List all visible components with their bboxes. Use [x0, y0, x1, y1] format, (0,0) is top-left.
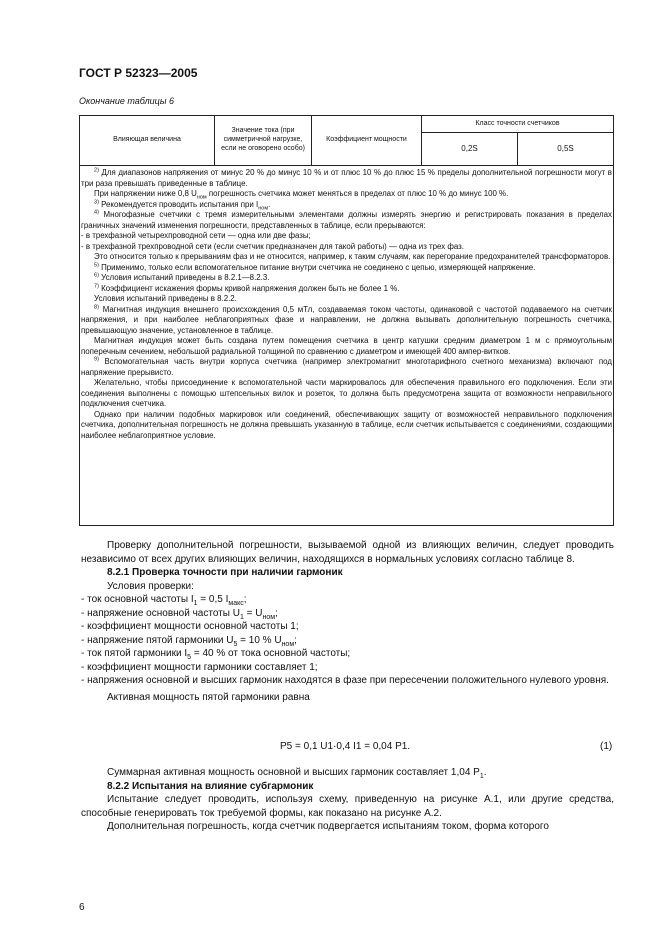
col-current-value: Значение тока (при симметричной нагрузке, если не оговорено особо) [215, 116, 312, 166]
col-accuracy-class: Класс точности счетчиков [422, 116, 614, 133]
class-0-2s: 0,2S [422, 133, 518, 166]
section-8-2-2-heading: 8.2.2 Испытания на влияние субгармоник [107, 780, 314, 792]
condition-2: - напряжение основной частоты $U_1 = U_{ном}$; [81, 607, 278, 621]
conditions-label: Условия проверки: [107, 580, 194, 592]
equation-number: (1) [600, 741, 613, 752]
condition-6: - коэффициент мощности гармоники составляет 1; [81, 661, 318, 673]
table-caption: Окончание таблицы 6 [79, 96, 174, 106]
note-4: $^{4)}$ Многофазные счетчики с тремя измерительными элементами должны измерять энергию и регистрировать показания в пределах граничных значений изменения погрешности, представленных в таблице, если прерываются: [81, 209, 612, 230]
table-footnotes [81, 168, 612, 441]
body-text-upper [81, 539, 614, 704]
col-influencing-quantity: Влияющая величина [80, 116, 215, 166]
equation: P5 = 0,1 U1·0,4 I1 = 0,04 P1. [280, 741, 411, 752]
class-0-5s: 0,5S [518, 133, 614, 166]
note-9c: Однако при наличии подобных маркировок или соединений, обеспечивающих защиту от возможностей неправильного подключения счетчика, дополнительная погрешность не должна превышать указанную в таблице, если счетчик испытывается с соединениями, создающими наиболее неблагоприятное условие. [81, 409, 612, 440]
sum-power-text: Суммарная активная мощность основной и высших гармоник составляет 1,04 $P_1$. [107, 767, 487, 780]
note-2b: При напряжении ниже 0,8 $U_{ном}$ погрешность счетчика может меняться в пределах от плюс 10 % до минус 100 %. [94, 189, 509, 201]
note-3: $^{3)}$ Рекомендуется проводить испытания при $I_{ном}$. [94, 198, 271, 212]
note-2: $^{2)}$ Для диапазонов напряжения от минус 20 % до минус 10 % и от плюс 10 % до плюс 15 % пределы дополнительной погрешности могут в три раза превышать приведенные в таблице. [81, 167, 612, 188]
note-7: $^{7)}$ Коэффициент искажения формы кривой напряжения должен быть не более 1 %. [94, 282, 400, 293]
paragraph-additional-error: Дополнительная погрешность, когда счетчик подвергается испытаниям током, форма которого [107, 821, 549, 832]
note-9: $^{9)}$ Вспомогательная часть внутри корпуса счетчика (например электромагнит многотарифного счетного механизма) включают под напряжение прерывисто. [81, 356, 612, 377]
note-8: $^{8)}$ Магнитная индукция внешнего происхождения 0,5 мТл, создаваемая током частоты, одинаковой с частотой подаваемого на счетчик напряжения, и при наиболее неблагоприятных фазе и направлении, не должна вызывать дополнительную погрешность счетчика, превышающую значение, установленное в таблице. [81, 303, 612, 335]
condition-4: - напряжение пятой гармоники $U_5 = 10$ % $U_{ном}$; [81, 634, 297, 648]
note-5: $^{5)}$ Применимо, только если вспомогательное питание внутри счетчика не соединено с цепью, измеряющей напряжение. [94, 261, 536, 272]
accuracy-table [79, 115, 614, 166]
condition-7: - напряжения основной и высших гармоник находятся в фазе при пересечении положительного нулевого уровня. [81, 675, 609, 686]
paragraph-intro: Проверку дополнительной погрешности, вызываемой одной из влияющих величин, следует проводить независимо от всех других влияющих величин, находящихся в нормальных условиях согласно таблице 8. [81, 540, 614, 565]
note-8b: Магнитная индукция может быть создана путем помещения счетчика в центр катушки средним диаметром 1 м с прямоугольным поперечным сечением, небольшой радиальной толщиной по сравнению с диаметром и имеющей 400 ампер-витков. [81, 336, 612, 356]
body-text-lower [81, 766, 614, 834]
col-power-factor: Коэффициент мощности [312, 116, 422, 166]
note-4a: - в трехфазной четырехпроводной сети — одна или две фазы; [81, 231, 311, 240]
condition-1: - ток основной частоты $I_1 = 0,5$ $I_{макс}$; [81, 594, 247, 607]
document-header: ГОСТ Р 52323—2005 [79, 66, 198, 80]
note-4c: Это относится только к прерываниям фаз и не относится, например, к таким случаям, как перегорание предохранителей трансформаторов. [94, 252, 611, 261]
page-number: 6 [79, 902, 85, 913]
note-4b: - в трехфазной трехпроводной сети (если счетчик предназначен для такой работы) — одна из трех фаз. [81, 241, 464, 251]
paragraph-8-2-2: Испытание следует проводить, используя схему, приведенную на рисунке А.1, или другие средства, способные генерировать ток требуемой формы, как показано на рисунке А.2. [81, 794, 614, 819]
active-power-text: Активная мощность пятой гармоники равна [107, 691, 310, 703]
note-7b: Условия испытаний приведены в 8.2.2. [94, 294, 237, 303]
condition-5: - ток пятой гармоники $I_5 = 40$ % от тока основной частоты; [81, 648, 351, 661]
note-6: $^{6)}$ Условия испытаний приведены в 8.2.1—8.2.3. [94, 272, 270, 282]
section-8-2-1-heading: 8.2.1 Проверка точности при наличии гармоник [107, 567, 343, 578]
note-9b: Желательно, чтобы присоединение к вспомогательной части маркировалось для обеспечения правильного его подключения. Если эти соединения выполнены с помощью штепсельных вилок и розеток, то должна быть предусмотрена защита от возможности неправильного подключения счетчика. [81, 378, 612, 408]
condition-3: - коэффициент мощности основной частоты 1; [81, 621, 299, 632]
